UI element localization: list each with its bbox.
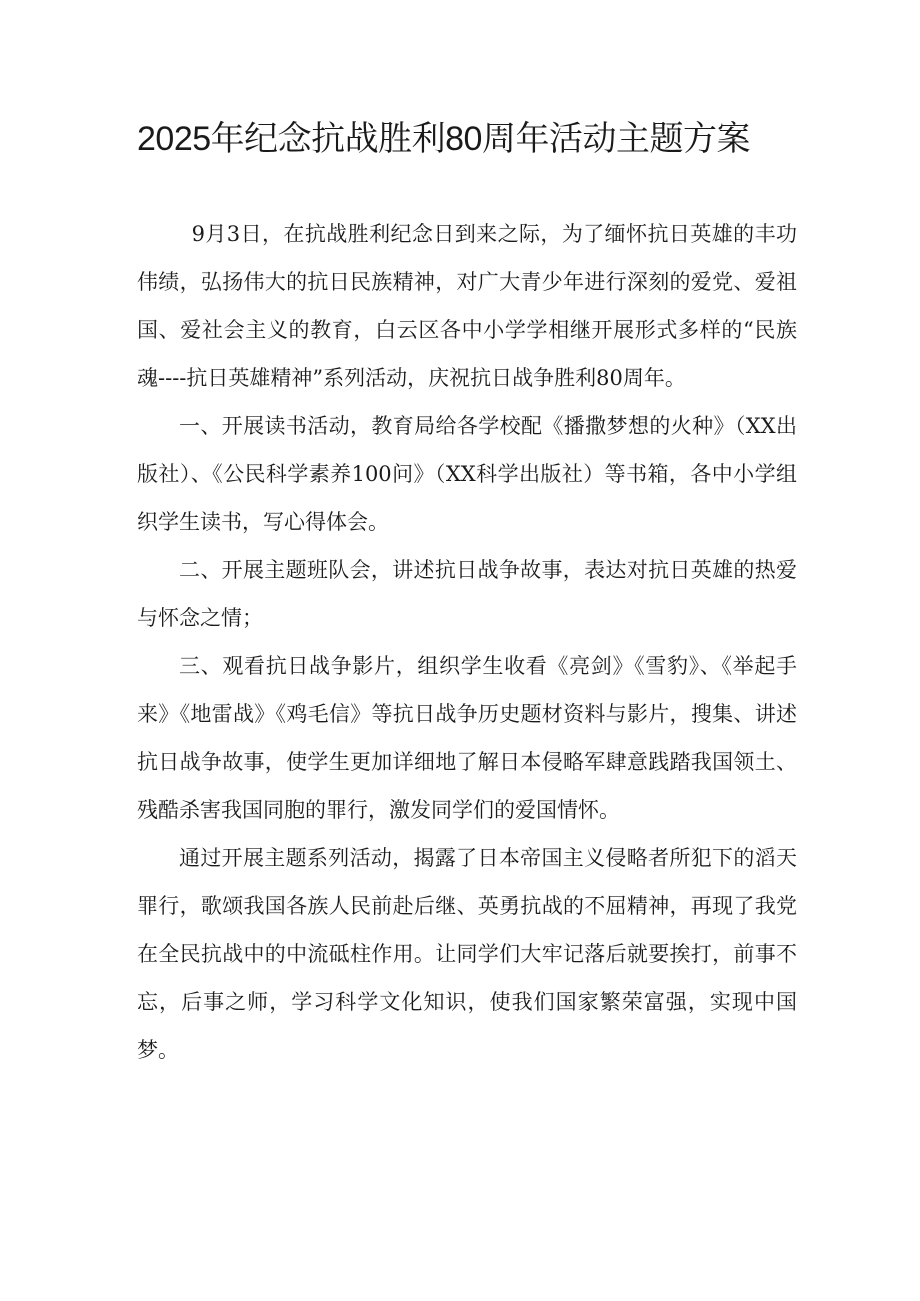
paragraph-conclusion: 通过开展主题系列活动，揭露了日本帝国主义侵略者所犯下的滔天罪行，歌颂我国各族人民前赴后继、英勇抗战的不屈精神，再现了我党在全民抗战中的中流砥柱作用。让同学们大牢记落后就要挨打，前事不忘，后事之师，学习科学文化知识，使我们国家繁荣富强，实现中国梦。 xyxy=(137,846,797,1062)
document-body xyxy=(137,210,797,1074)
paragraph-film-viewing: 三、观看抗日战争影片，组织学生收看《亮剑》《雪豹》、《举起手来》《地雷战》《鸡毛信》等抗日战争历史题材资料与影片，搜集、讲述抗日战争故事，使学生更加详细地了解日本侵略军肆意践踏我国领土、残酷杀害我国同胞的罪行，激发同学们的爱国情怀。 xyxy=(137,654,797,822)
paragraph-reading-activity: 一、开展读书活动，教育局给各学校配《播撒梦想的火种》（XX出版社）、《公民科学素养100问》（XX科学出版社）等书箱，各中小学组织学生读书，写心得体会。 xyxy=(137,414,797,534)
document-title: 2025年纪念抗战胜利80周年活动主题方案 xyxy=(137,120,750,158)
paragraph-intro: 9月3日，在抗战胜利纪念日到来之际，为了缅怀抗日英雄的丰功伟绩，弘扬伟大的抗日民族精神，对广大青少年进行深刻的爱党、爱祖国、爱社会主义的教育，白云区各中小学学相继开展形式多样的“民族魂----抗日英雄精神”系列活动，庆祝抗日战争胜利80周年。 xyxy=(137,222,797,390)
paragraph-class-meeting: 二、开展主题班队会，讲述抗日战争故事，表达对抗日英雄的热爱与怀念之情； xyxy=(137,558,797,630)
